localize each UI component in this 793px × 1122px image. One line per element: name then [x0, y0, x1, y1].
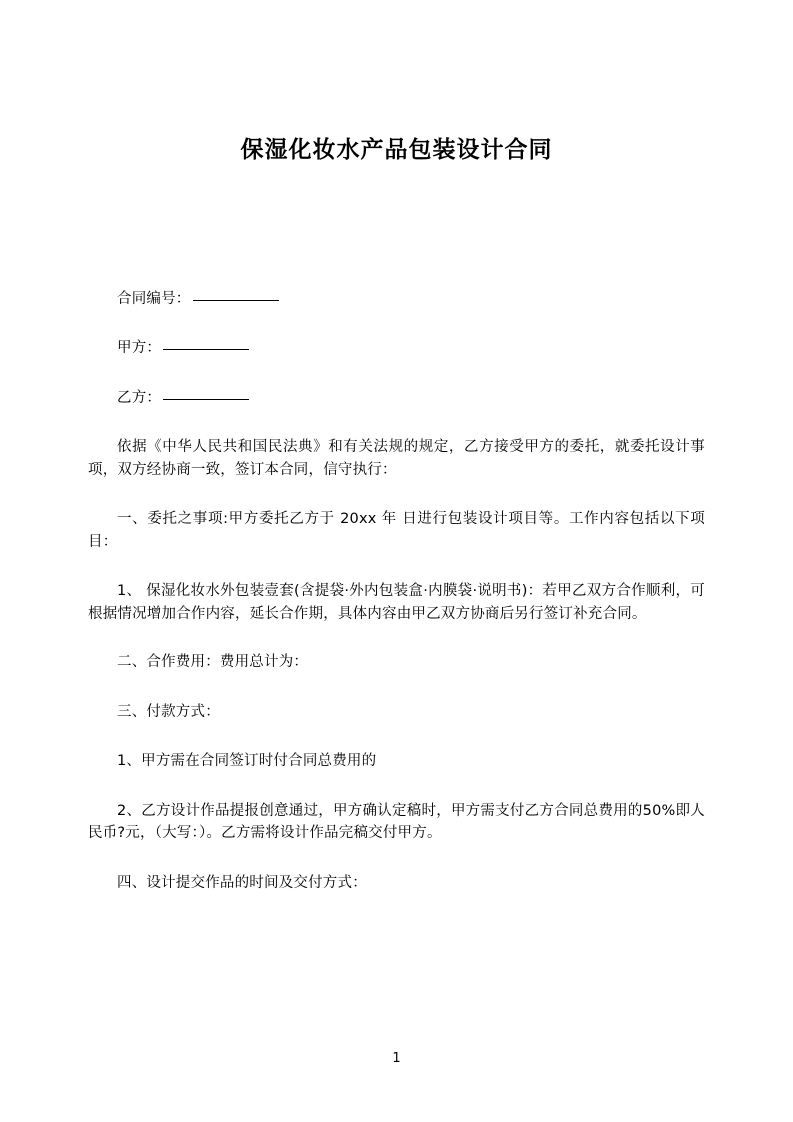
field-contract-number: [88, 288, 705, 310]
field-label: 乙方：: [117, 389, 162, 406]
page-number: 1: [392, 1051, 401, 1066]
fill-in-blank: [193, 300, 279, 301]
field-label: 合同编号：: [117, 291, 191, 307]
paragraph-clause-1-item-1: 1、 保湿化妆水外包装壹套(含提袋·外内包装盒·内膜袋·说明书)：若甲乙双方合作顺利，可根据情况增加合作内容，延长合作期，具体内容由甲乙双方协商后另行签订补充合同。: [88, 583, 705, 622]
field-party-b: [88, 387, 705, 409]
paragraph-clause-1: 一、委托之事项:甲方委托乙方于 20xx 年 日进行包装设计项目等。工作内容包括以下项目：: [88, 511, 705, 550]
field-party-a: [88, 337, 705, 359]
paragraph-clause-4: 四、设计提交作品的时间及交付方式：: [117, 874, 367, 891]
field-label: 甲方：: [117, 340, 162, 357]
paragraph-preamble: 依据《中华人民共和国民法典》和有关法规的规定，乙方接受甲方的委托，就委托设计事项，双方经协商一致，签订本合同，信守执行：: [88, 439, 705, 478]
paragraph-clause-3: 三、付款方式：: [117, 703, 220, 720]
page-title: 保湿化妆水产品包装设计合同: [240, 137, 553, 163]
document-body: [88, 288, 705, 921]
fill-in-blank: [163, 349, 249, 350]
paragraph-clause-3-item-1: 1、甲方需在合同签订时付合同总费用的: [117, 753, 377, 770]
paragraph-clause-2: 二、合作费用：费用总计为：: [117, 654, 309, 671]
fill-in-blank: [163, 399, 249, 400]
paragraph-clause-3-item-2: 2、乙方设计作品提报创意通过，甲方确认定稿时，甲方需支付乙方合同总费用的50%即人民币?元，（大写：）。乙方需将设计作品完稿交付甲方。: [88, 802, 705, 842]
